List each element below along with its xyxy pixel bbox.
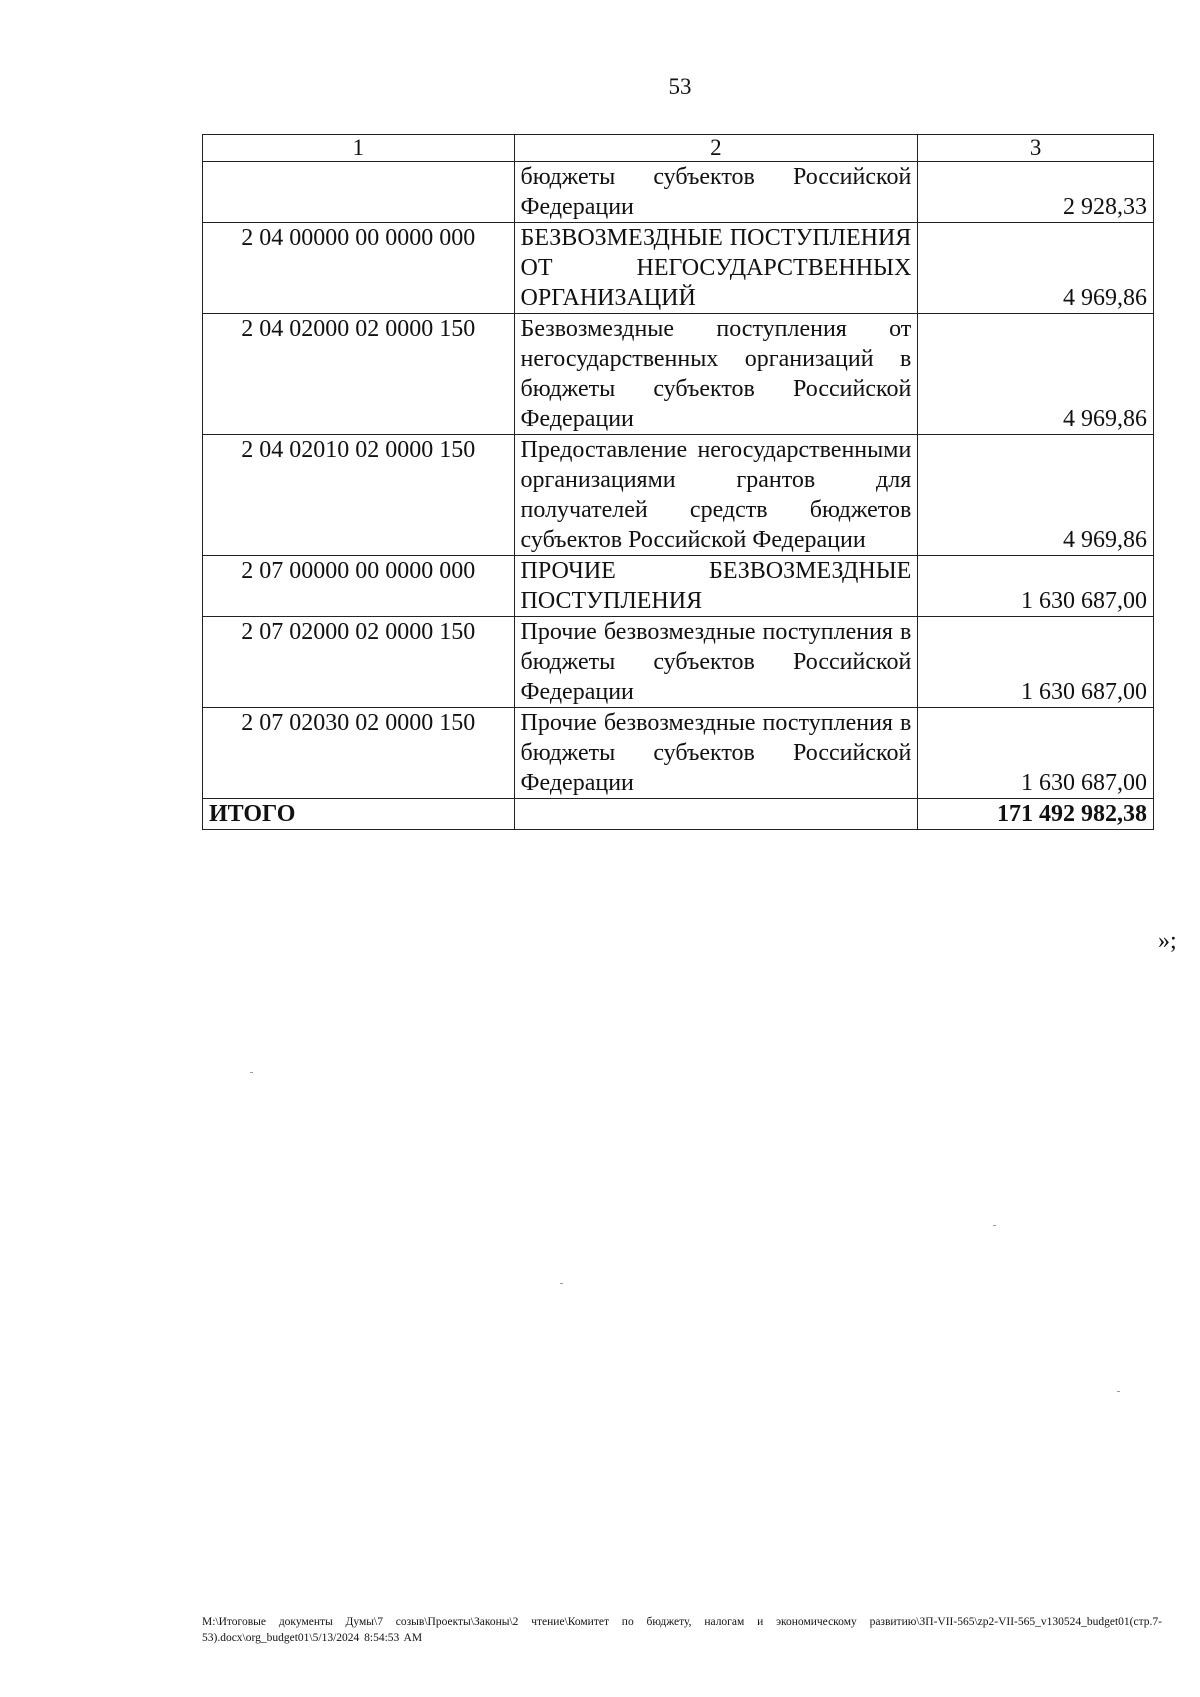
budget-table: [202, 134, 1154, 830]
page-number: 53: [668, 74, 692, 99]
row-code: 2 04 02010 02 0000 150: [203, 435, 515, 556]
document-path-footer: M:\Итоговые документы Думы\7 созыв\Проекты\Законы\2 чтение\Комитет по бюджету, налогам и экономическому развитию\ЗП-VII-565\zp2-VII-565_v130524_budget01(стр.7-53).docx\org_budget01\5/13/2024 8:54:53 AM: [202, 1616, 1162, 1644]
column-header-1: 1: [203, 135, 515, 162]
table-row: [203, 617, 1154, 708]
row-code: 2 04 02000 02 0000 150: [203, 314, 515, 435]
table-header-row: [203, 135, 1154, 162]
total-label: ИТОГО: [203, 799, 515, 830]
total-name: [514, 799, 918, 830]
row-name: Прочие безвозмездные поступления в бюджеты субъектов Российской Федерации: [514, 617, 918, 708]
table-row: [203, 162, 1154, 223]
table-row: [203, 556, 1154, 617]
scan-speck: [1117, 1391, 1120, 1392]
total-amount: 171 492 982,38: [918, 799, 1154, 830]
row-amount: 4 969,86: [918, 435, 1154, 556]
row-code: [203, 162, 515, 223]
scan-speck: [250, 1072, 253, 1073]
row-name: Безвозмездные поступления от негосударственных организаций в бюджеты субъектов Российской Федерации: [514, 314, 918, 435]
column-header-2: 2: [514, 135, 918, 162]
table-row: [203, 314, 1154, 435]
row-name: бюджеты субъектов Российской Федерации: [514, 162, 918, 223]
table-row: [203, 708, 1154, 799]
row-amount: 4 969,86: [918, 223, 1154, 314]
row-code: 2 07 00000 00 0000 000: [203, 556, 515, 617]
table-row: [203, 435, 1154, 556]
row-code: 2 04 00000 00 0000 000: [203, 223, 515, 314]
row-code: 2 07 02030 02 0000 150: [203, 708, 515, 799]
scan-speck: [560, 1283, 563, 1284]
row-name: БЕЗВОЗМЕЗДНЫЕ ПОСТУПЛЕНИЯ ОТ НЕГОСУДАРСТВЕННЫХ ОРГАНИЗАЦИЙ: [514, 223, 918, 314]
row-amount: 1 630 687,00: [918, 617, 1154, 708]
row-amount: 4 969,86: [918, 314, 1154, 435]
row-name: Предоставление негосударственными организациями грантов для получателей средств бюджетов субъектов Российской Федерации: [514, 435, 918, 556]
total-row: [203, 799, 1154, 830]
row-amount: 1 630 687,00: [918, 556, 1154, 617]
table-row: [203, 223, 1154, 314]
row-amount: 1 630 687,00: [918, 708, 1154, 799]
row-name: ПРОЧИЕ БЕЗВОЗМЕЗДНЫЕ ПОСТУПЛЕНИЯ: [514, 556, 918, 617]
row-name: Прочие безвозмездные поступления в бюджеты субъектов Российской Федерации: [514, 708, 918, 799]
row-code: 2 07 02000 02 0000 150: [203, 617, 515, 708]
scan-speck: [993, 1225, 996, 1226]
column-header-3: 3: [918, 135, 1154, 162]
row-amount: 2 928,33: [918, 162, 1154, 223]
closing-quote-mark: »;: [1158, 928, 1177, 954]
